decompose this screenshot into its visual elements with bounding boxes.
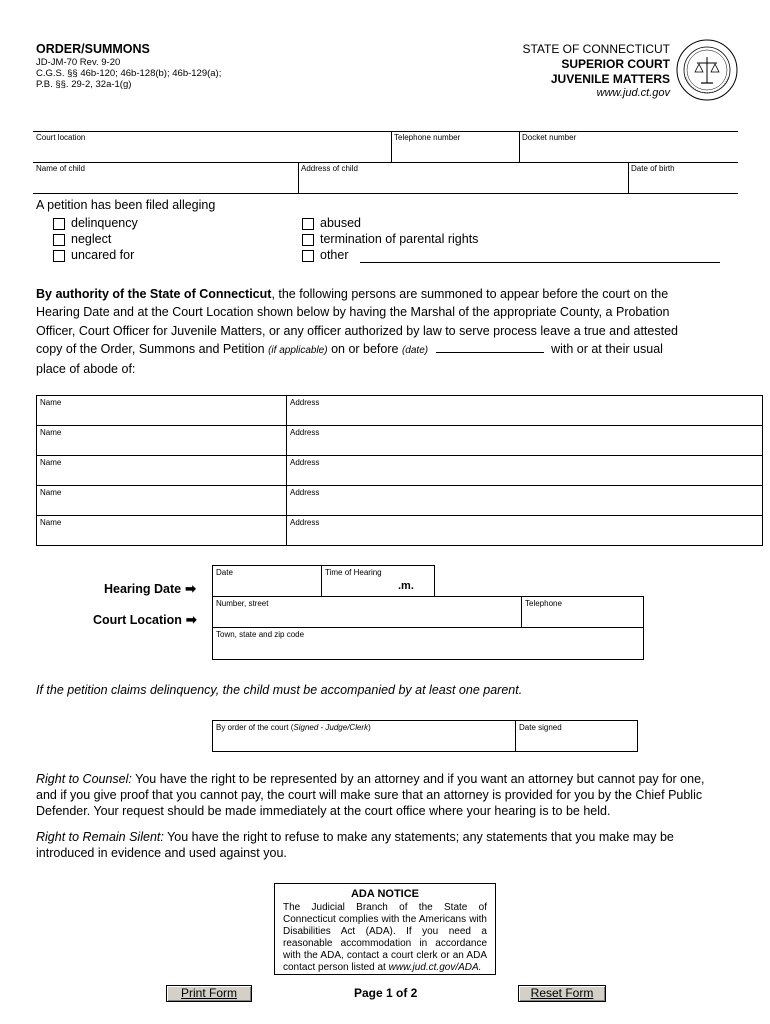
person-address-field[interactable]: Address xyxy=(287,516,763,546)
reset-form-button[interactable]: Reset Form xyxy=(518,985,606,1002)
hearing-date-field[interactable]: Date xyxy=(212,565,322,597)
name-of-child-field[interactable]: Name of child xyxy=(36,164,85,173)
practice-book-citation: P.B. §§. 29-2, 32a-1(g) xyxy=(36,79,132,90)
termination-label: termination of parental rights xyxy=(320,232,479,246)
order-signature-field[interactable]: By order of the court (Signed - Judge/Clerk) xyxy=(212,720,516,752)
person-name-field[interactable]: Name xyxy=(37,396,287,426)
right-to-remain-silent: Right to Remain Silent: You have the right to refuse to make any statements; any statements that you make may be introduced in evidence and used against you. xyxy=(36,830,674,860)
petition-heading: A petition has been filed alleging xyxy=(36,198,216,212)
court-telephone-field[interactable]: Telephone xyxy=(521,596,644,628)
form-title: ORDER/SUMMONS xyxy=(36,42,150,56)
telephone-number-field[interactable]: Telephone number xyxy=(394,133,461,142)
person-name-field[interactable]: Name xyxy=(37,456,287,486)
state-seal-icon xyxy=(676,39,738,101)
other-specify-line[interactable] xyxy=(360,262,720,263)
ada-title: ADA NOTICE xyxy=(350,888,420,900)
arrow-right-icon: ➡ xyxy=(185,581,197,596)
delinquency-checkbox[interactable] xyxy=(53,218,65,230)
delinquency-note: If the petition claims delinquency, the child must be accompanied by at least one parent. xyxy=(36,683,523,697)
table-row xyxy=(37,426,763,456)
person-address-field[interactable]: Address xyxy=(287,486,763,516)
authority-paragraph: By authority of the State of Connecticut, the following persons are summoned to appear before the court on the Hearing Date and at the Court Location shown below by having the Marshal of the appropriate County, a Probation Officer, Court Officer for Juvenile Matters, or any officer authorized by law to serve process leave a true and attested copy of the Order, Summons and Petition (if applicable) on or before (date) with or at their usual place of abode of: xyxy=(36,287,678,377)
state-name: STATE OF CONNECTICUT xyxy=(522,42,670,56)
person-address-field[interactable]: Address xyxy=(287,426,763,456)
table-row xyxy=(37,486,763,516)
person-name-field[interactable]: Name xyxy=(37,516,287,546)
abused-checkbox[interactable] xyxy=(302,218,314,230)
ada-link[interactable]: www.jud.ct.gov/ADA. xyxy=(388,962,482,973)
table-row xyxy=(37,456,763,486)
persons-summoned-table xyxy=(36,395,763,546)
neglect-label: neglect xyxy=(71,232,112,246)
division-name: JUVENILE MATTERS xyxy=(550,72,670,86)
uncared-for-label: uncared for xyxy=(71,248,135,262)
delinquency-label: delinquency xyxy=(71,216,138,230)
form-number: JD-JM-70 Rev. 9-20 xyxy=(36,57,121,68)
number-street-field[interactable]: Number, street xyxy=(212,596,522,628)
address-of-child-field[interactable]: Address of child xyxy=(301,164,358,173)
website: www.jud.ct.gov xyxy=(596,87,670,99)
print-form-button[interactable]: Print Form xyxy=(166,985,252,1002)
uncared-for-checkbox[interactable] xyxy=(53,250,65,262)
person-name-field[interactable]: Name xyxy=(37,426,287,456)
court-location-label: Court Location ➡ xyxy=(93,612,197,627)
termination-checkbox[interactable] xyxy=(302,234,314,246)
statute-citation: C.G.S. §§ 46b-120; 46b-128(b); 46b-129(a); xyxy=(36,68,222,79)
other-label: other xyxy=(320,248,349,262)
right-to-counsel: Right to Counsel: You have the right to be represented by an attorney and if you want an attorney but cannot pay for one, and if you give proof that you cannot pay, the court will make sure that an attorney is provided for you by the Chief Public Defender. Your request should be made immediately at the court office where your hearing is to be held. xyxy=(36,772,705,818)
person-address-field[interactable]: Address xyxy=(287,396,763,426)
abused-label: abused xyxy=(320,216,362,230)
table-row xyxy=(37,516,763,546)
date-of-birth-field[interactable]: Date of birth xyxy=(631,164,675,173)
person-address-field[interactable]: Address xyxy=(287,456,763,486)
hearing-time-field[interactable]: Time of Hearing .m. xyxy=(321,565,435,597)
other-checkbox[interactable] xyxy=(302,250,314,262)
town-state-zip-field[interactable]: Town, state and zip code xyxy=(212,627,644,660)
arrow-right-icon: ➡ xyxy=(185,612,197,627)
court-name: SUPERIOR COURT xyxy=(561,57,670,71)
date-signed-field[interactable]: Date signed xyxy=(515,720,638,752)
time-suffix: .m. xyxy=(398,580,414,592)
person-name-field[interactable]: Name xyxy=(37,486,287,516)
serve-by-date-input[interactable] xyxy=(436,342,544,353)
neglect-checkbox[interactable] xyxy=(53,234,65,246)
page-number: Page 1 of 2 xyxy=(354,986,418,1000)
ada-notice: ADA NOTICE The Judicial Branch of the State of Connecticut complies with the Americans with Disabilities Act (ADA). If you need a reasonable accommodation in accordance with the ADA, contact a court clerk or an ADA contact person listed at www.jud.ct.gov/ADA. xyxy=(274,883,496,975)
authority-lead: By authority of the State of Connecticut xyxy=(36,287,272,301)
docket-number-field[interactable]: Docket number xyxy=(522,133,577,142)
court-location-field[interactable]: Court location xyxy=(36,133,86,142)
table-row xyxy=(37,396,763,426)
hearing-date-label: Hearing Date ➡ xyxy=(104,581,197,596)
